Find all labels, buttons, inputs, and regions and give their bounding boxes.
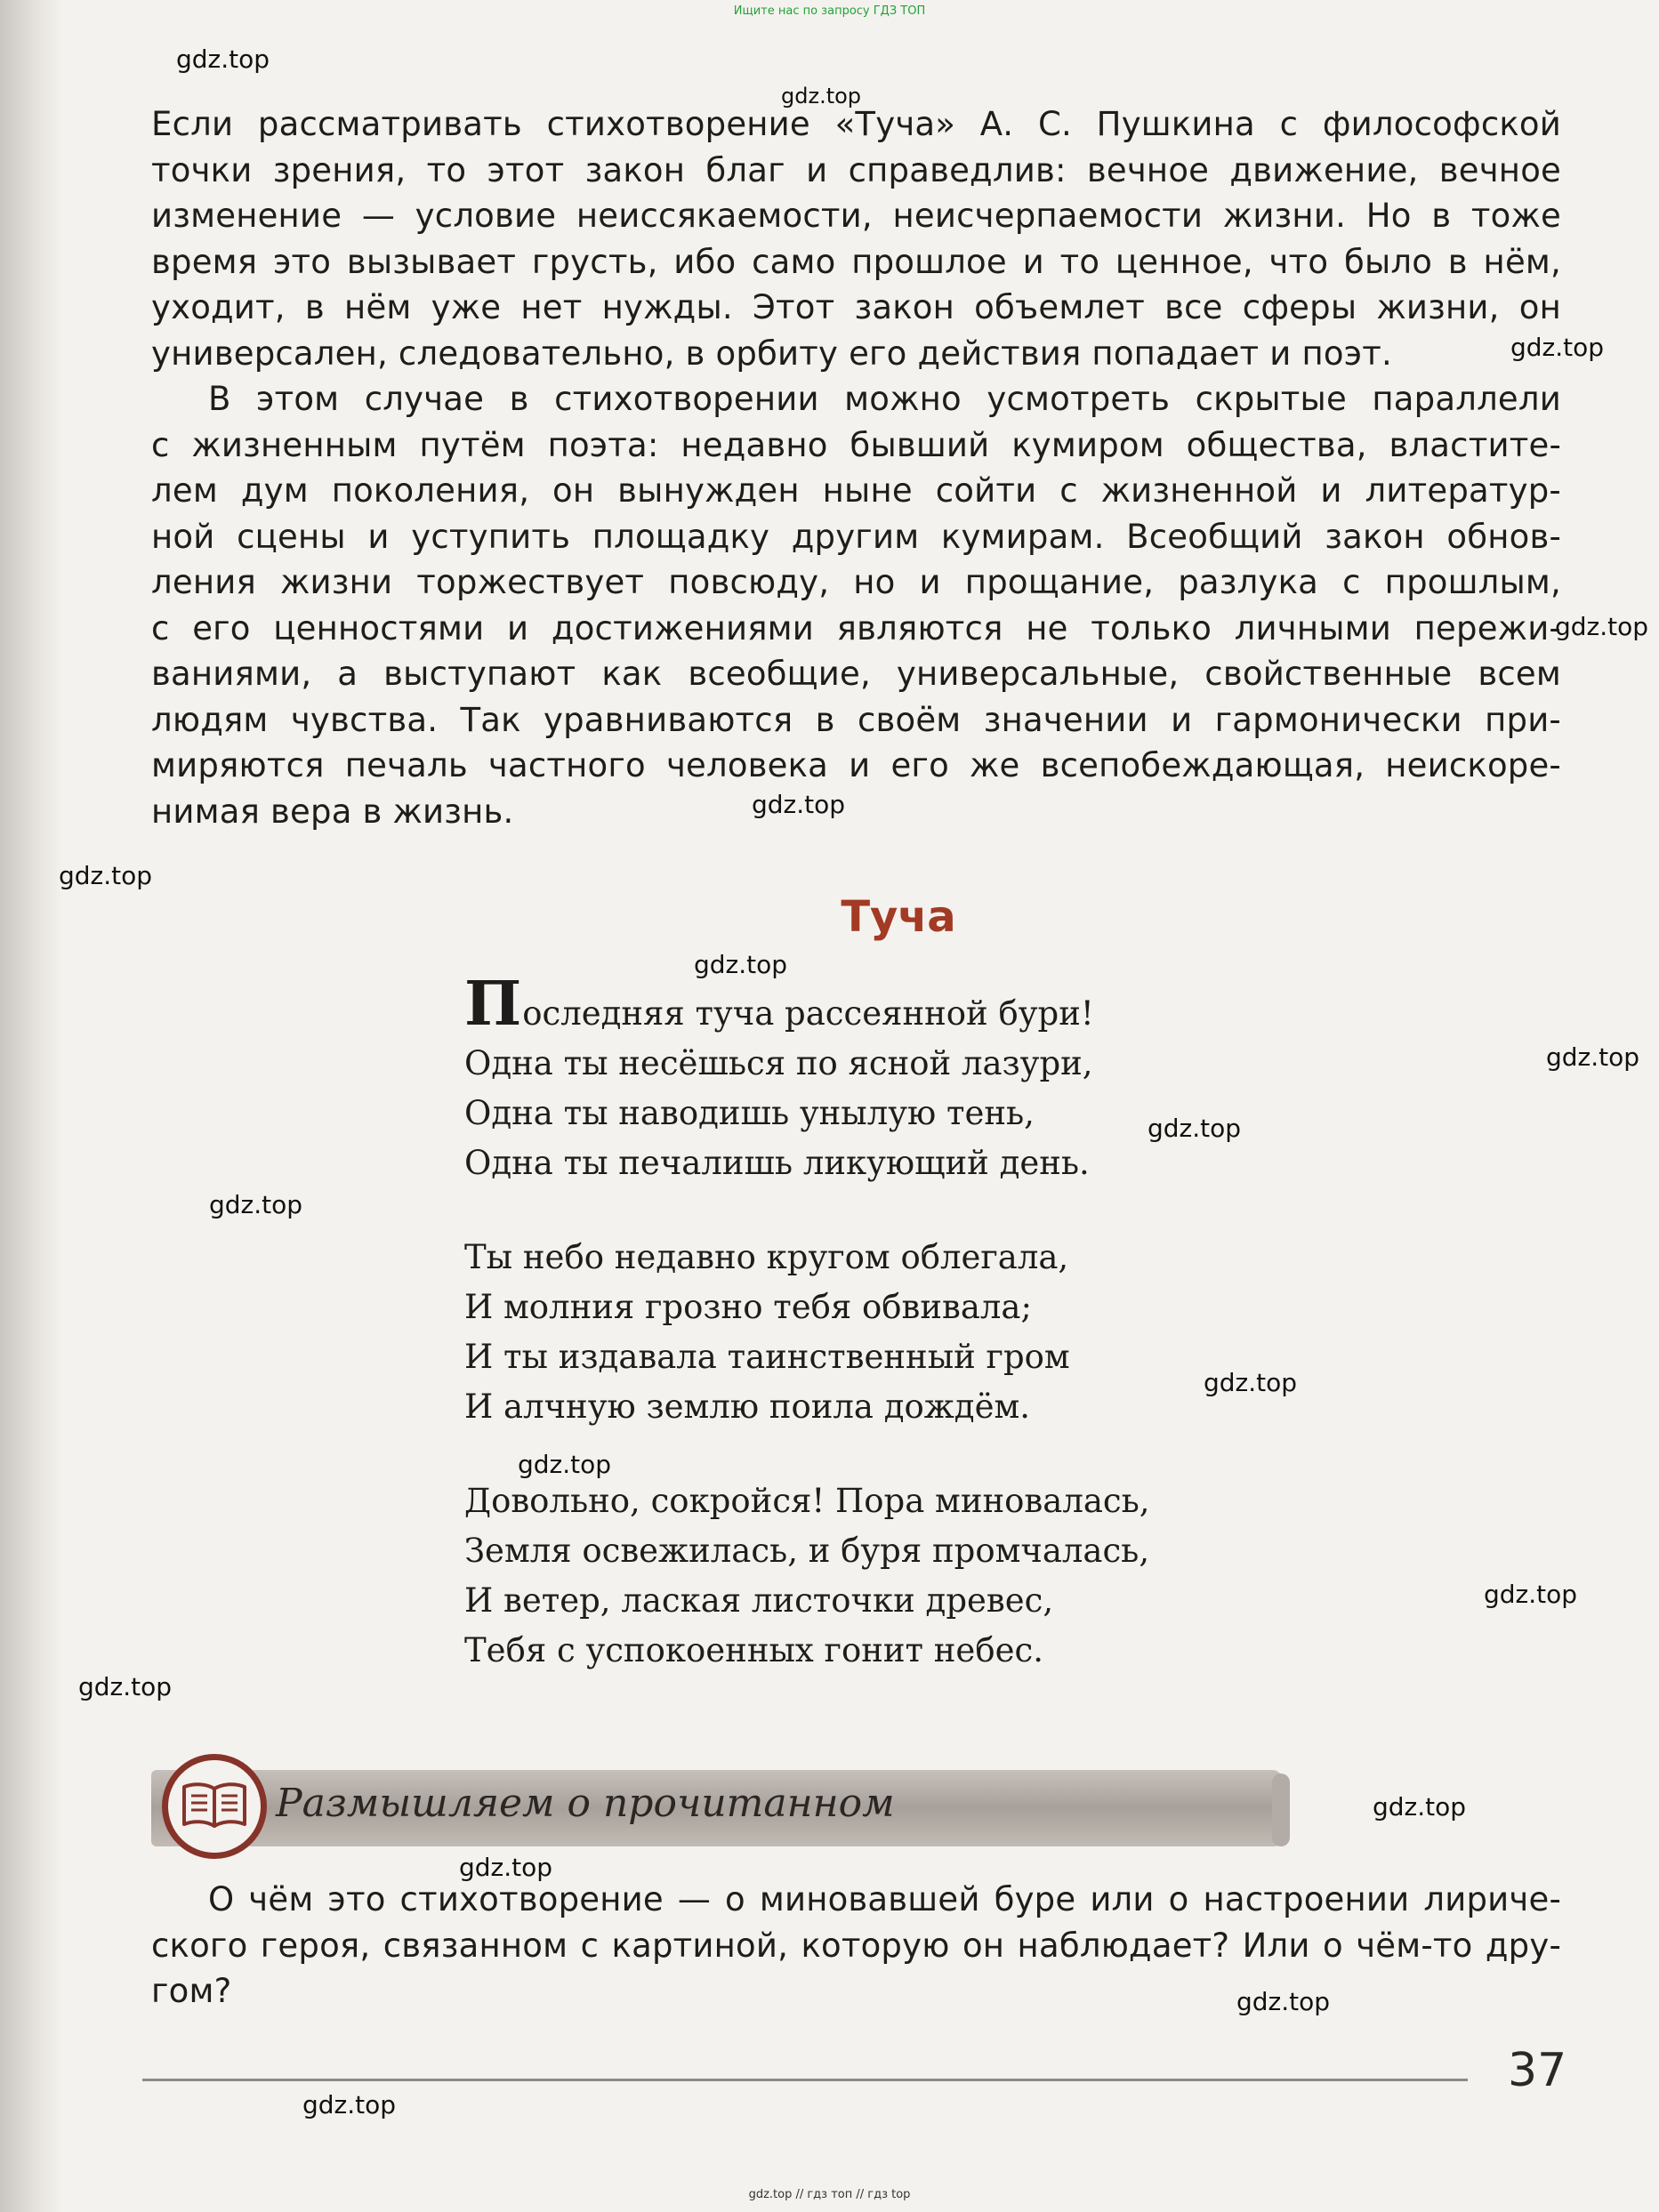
- watermark: gdz.top: [1373, 1792, 1467, 1822]
- watermark: gdz.top: [78, 1672, 173, 1701]
- prose-line: миряются печаль частного человека и его же всепобеждающая, неискоре-: [151, 746, 1561, 784]
- bottom-links[interactable]: gdz.top // гдз топ // гдз top: [748, 2188, 911, 2201]
- section-icon-badge: [162, 1754, 267, 1859]
- poem: [464, 969, 1354, 1720]
- watermark: gdz.top: [694, 950, 788, 979]
- watermark: gdz.top: [59, 861, 153, 890]
- verse-line-text: оследняя туча рассеянной бури!: [522, 994, 1094, 1033]
- prose-text: [151, 101, 1561, 834]
- watermark: gdz.top: [781, 84, 862, 109]
- prose-line: с его ценностями и достижениями являются не только личными пережи-: [151, 608, 1561, 648]
- prose-line: людям чувства. Так уравниваются в своём значении и гармонически при-: [151, 700, 1561, 739]
- open-book-icon: [181, 1780, 248, 1831]
- verse-line: Земля освежилась, и буря промчалась,: [464, 1532, 1150, 1570]
- prose-line: изменение — условие неиссякаемости, неисчерпаемости жизни. Но в тоже: [151, 197, 1561, 235]
- watermark: gdz.top: [1546, 1042, 1640, 1072]
- verse-line: Одна ты несёшься по ясной лазури,: [464, 1044, 1093, 1082]
- prose-line: ваниями, а выступают как всеобщие, универсальные, свойственные всем: [151, 655, 1561, 693]
- question-text: [151, 1877, 1561, 2015]
- verse-line: Одна ты наводишь унылую тень,: [464, 1094, 1035, 1132]
- prose-line: В этом случае в стихотворении можно усмотреть скрытые параллели: [208, 380, 1561, 418]
- stanza-1: [464, 969, 1354, 1188]
- prose-line: время это вызывает грусть, ибо само прошлое и то ценное, что было в нём,: [151, 242, 1561, 281]
- page-number: 37: [1508, 2044, 1567, 2097]
- watermark: gdz.top: [176, 44, 270, 74]
- prose-line: точки зрения, то этот закон благ и справедлив: вечное движение, вечное: [151, 150, 1561, 189]
- watermark: gdz.top: [302, 2090, 397, 2119]
- verse-line: И ты издавала таинственный гром: [464, 1338, 1070, 1376]
- prose-line: универсален, следовательно, в орбиту его действия попадает и поэт.: [151, 334, 1392, 373]
- watermark: gdz.top: [1484, 1580, 1578, 1609]
- stanza-3: [464, 1476, 1354, 1676]
- prose-line: ления жизни торжествует повсюду, но и прощание, разлука с прошлым,: [151, 563, 1561, 601]
- verse-line: Довольно, сокройся! Пора миновалась,: [464, 1482, 1150, 1520]
- watermark: gdz.top: [1510, 333, 1605, 362]
- watermark: gdz.top: [752, 790, 846, 819]
- prose-line: лем дум поколения, он вынужден ныне сойти с жизненной и литератур-: [151, 471, 1561, 510]
- prose-line: с жизненным путём поэта: недавно бывший кумиром общества, властите-: [151, 425, 1561, 464]
- top-ad-link[interactable]: Ищите нас по запросу ГДЗ ТОП: [733, 4, 926, 18]
- poem-title: Туча: [841, 892, 956, 942]
- watermark: gdz.top: [209, 1190, 303, 1219]
- section-title: Размышляем о прочитанном: [276, 1781, 895, 1826]
- watermark: gdz.top: [1555, 612, 1649, 641]
- prose-line: ной сцены и уступить площадку другим кумирам. Всеобщий закон обнов-: [151, 517, 1561, 556]
- prose-line: уходит, в нём уже нет нужды. Этот закон объемлет все сферы жизни, он: [151, 288, 1561, 326]
- question-line: О чём это стихотворение — о миновавшей буре или о настроении лириче-: [208, 1880, 1561, 1918]
- question-line: гом?: [151, 1972, 232, 2010]
- book-gutter-shadow: [0, 0, 62, 2212]
- prose-line: нимая вера в жизнь.: [151, 792, 514, 831]
- stanza-2: [464, 1233, 1354, 1432]
- watermark: gdz.top: [459, 1853, 553, 1882]
- verse-line: [464, 969, 1354, 1040]
- verse-line: Тебя с успокоенных гонит небес.: [464, 1631, 1043, 1669]
- watermark: gdz.top: [1236, 1987, 1331, 2016]
- watermark: gdz.top: [1204, 1368, 1298, 1397]
- verse-line: И алчную землю поила дождём.: [464, 1388, 1031, 1426]
- footer-divider: [142, 2079, 1468, 2081]
- verse-line: И молния грозно тебя обвивала;: [464, 1288, 1032, 1326]
- verse-line: И ветер, лаская листочки древес,: [464, 1581, 1054, 1620]
- drop-cap: П: [464, 969, 522, 1040]
- watermark: gdz.top: [1148, 1114, 1242, 1143]
- prose-line: Если рассматривать стихотворение «Туча» А. С. Пушкина с философской: [151, 105, 1561, 143]
- watermark: gdz.top: [518, 1450, 612, 1479]
- question-line: ского героя, связанном с картиной, которую он наблюдает? Или о чём-то дру-: [151, 1926, 1561, 1965]
- verse-line: Ты небо недавно кругом облегала,: [464, 1238, 1069, 1276]
- verse-line: Одна ты печалишь ликующий день.: [464, 1144, 1090, 1182]
